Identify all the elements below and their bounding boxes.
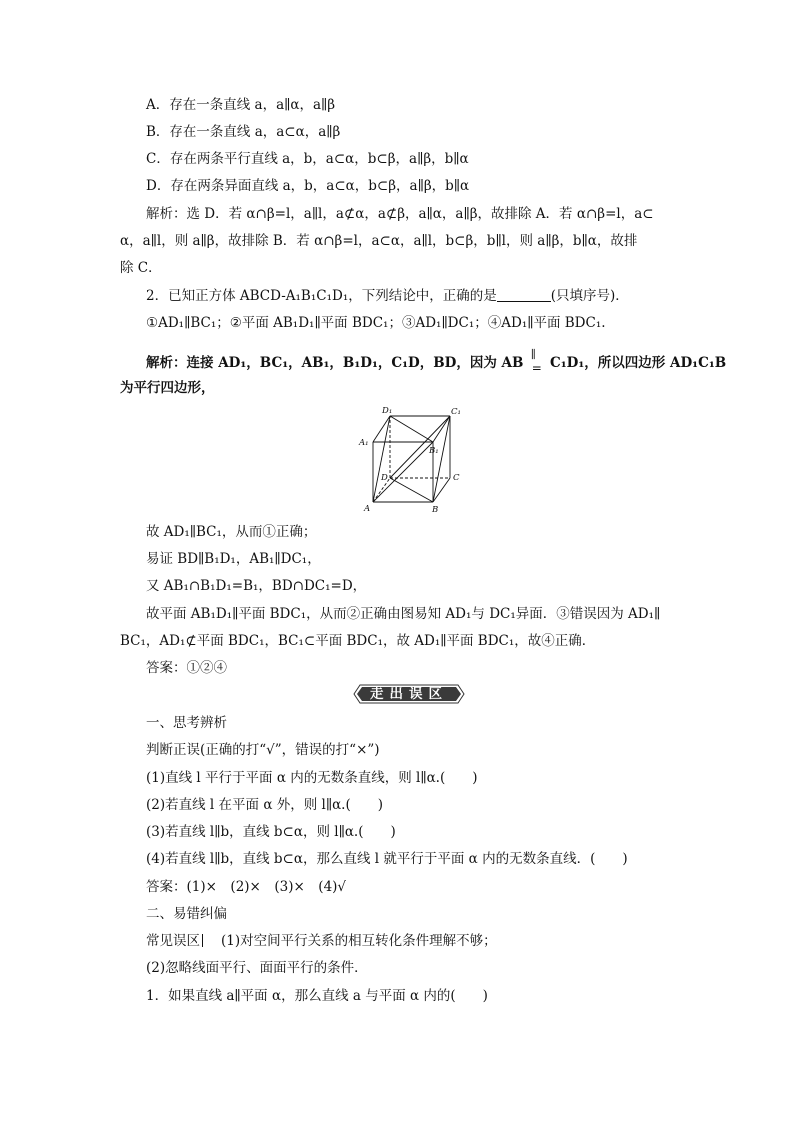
question2-stem-a: 2．已知正方体 ABCD-A₁B₁C₁D₁，下列结论中，正确的是 [146, 288, 497, 304]
section1-answer: 答案：(1)× (2)× (3)× (4)√ [146, 879, 347, 895]
label-d1: D₁ [382, 406, 393, 416]
divider-mark [202, 934, 203, 947]
question2-stem-b: (只填序号)． [550, 288, 629, 304]
section1-item-3: (3)若直线 l∥b，直线 b⊂α，则 l∥α.( ) [146, 824, 396, 840]
option-a: A．存在一条直线 a，a∥α，a∥β [146, 97, 336, 113]
solution2-after3: 又 AB₁∩B₁D₁=B₁，BD∩DC₁=D， [146, 578, 367, 594]
section2-question1: 1．如果直线 a∥平面 α，那么直线 a 与平面 α 内的( ) [146, 988, 488, 1004]
label-d: D [381, 473, 388, 483]
section2-heading: 二、易错纠偏 [146, 906, 227, 922]
section1-item-4: (4)若直线 l∥b，直线 b⊂α，那么直线 l 就平行于平面 α 内的无数条直线．( ) [146, 851, 628, 867]
parallel-mark: ∥ [530, 348, 536, 361]
banner-title: 走出误区 [370, 686, 448, 702]
solution1-line1: 解析：选 D．若 α∩β=l，a∥l，a⊄α，a⊄β，a∥α，a∥β，故排除 A．若 α∩β=l，a⊂ [146, 206, 654, 222]
solution2-line2: 为平行四边形， [120, 380, 215, 396]
segment-b1d1 [390, 416, 433, 442]
option-b: B．存在一条直线 a，a⊂α，a∥β [146, 124, 341, 140]
section2-line1-text: (1)对空间平行关系的相互转化条件理解不够； [221, 933, 497, 949]
solution2-after1: 故 AD₁∥BC₁，从而①正确； [146, 524, 317, 540]
section-banner [352, 682, 466, 706]
solution2-after5: BC₁，AD₁⊄平面 BDC₁，BC₁⊂平面 BDC₁，故 AD₁∥平面 BDC₁，故④正确． [120, 633, 596, 649]
question2-choices: ①AD₁∥BC₁；②平面 AB₁D₁∥平面 BDC₁；③AD₁∥DC₁；④AD₁∥平面 BDC₁. [146, 315, 606, 331]
section1-item-2: (2)若直线 l 在平面 α 外，则 l∥α.( ) [146, 797, 384, 813]
label-a1: A₁ [359, 438, 369, 448]
section2-line1 [146, 931, 497, 951]
solution2-line1-b: C₁D₁，所以四边形 AD₁C₁B [550, 355, 727, 371]
section2-line2: (2)忽略线面平行、面面平行的条件． [146, 960, 368, 976]
section1-instruction: 判断正误(正确的打“√”，错误的打“×”) [146, 742, 380, 758]
segment-ab1 [373, 442, 433, 502]
section1-heading: 一、思考辨析 [146, 715, 227, 731]
solution2-after4: 故平面 AB₁D₁∥平面 BDC₁，从而②正确由图易知 AD₁与 DC₁异面．③错误因为 AD₁∥ [146, 606, 661, 622]
solution1-line3: 除 C． [120, 260, 162, 276]
label-a: A [364, 504, 371, 514]
segment-bd [390, 478, 433, 502]
option-d: D．存在两条异面直线 a，b，a⊂α，b⊂β，a∥β，b∥α [146, 178, 470, 194]
label-c: C [453, 473, 460, 483]
solution2-answer: 答案：①②④ [146, 660, 227, 676]
segment-c1d [390, 416, 450, 478]
option-c: C．存在两条平行直线 a，b，a⊂α，b⊂β，a∥β，b∥α [146, 151, 469, 167]
solution1-line2: α，a∥l，则 a∥β，故排除 B．若 α∩β=l，a⊂α，a∥l，b⊂β，b∥l，则 a∥β，b∥α，故排 [120, 233, 638, 249]
common-mistakes-label: 常见误区 [146, 933, 200, 949]
equal-mark: = [531, 361, 542, 375]
label-c1: C₁ [451, 407, 461, 417]
section1-item-1: (1)直线 l 平行于平面 α 内的无数条直线，则 l∥α.( ) [146, 770, 478, 786]
answer-blank [497, 287, 551, 302]
cube-figure [355, 404, 470, 514]
solution2-line1 [146, 348, 727, 375]
solution2-after2: 易证 BD∥B₁D₁，AB₁∥DC₁， [146, 551, 321, 567]
label-b: B [432, 505, 439, 514]
parallel-equal-symbol [528, 348, 546, 375]
solution2-line1-a: 解析：连接 AD₁，BC₁，AB₁，B₁D₁，C₁D，BD，因为 AB [146, 355, 524, 371]
question2-stem [146, 286, 629, 306]
label-b1: B₁ [429, 446, 439, 456]
